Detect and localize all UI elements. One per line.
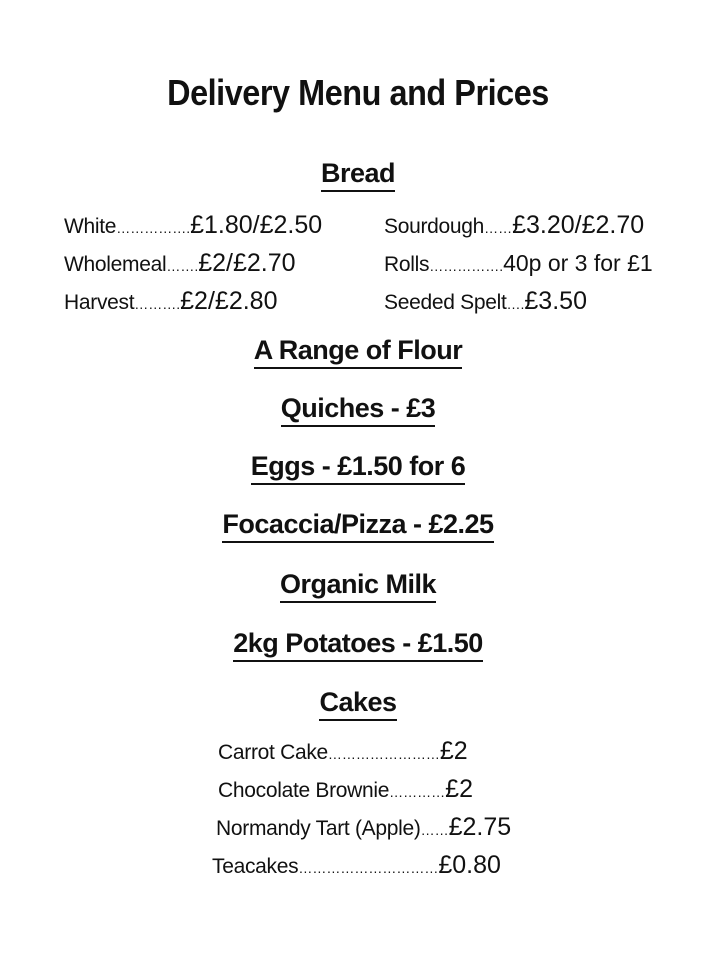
bread-list-right [384,208,653,322]
leader-dots: …………………… [327,746,440,762]
eggs-heading-text: Eggs - £1.50 for 6 [251,451,466,485]
flour-heading [0,335,716,369]
leader-dots: ………………………… [298,860,439,876]
bread-item-wholemeal [64,246,322,284]
item-name: Seeded Spelt [384,291,507,314]
item-name: White [64,215,117,238]
milk-heading-text: Organic Milk [280,569,436,603]
page-title: Delivery Menu and Prices [167,72,549,113]
milk-heading [0,569,716,603]
potatoes-heading [0,628,716,662]
bread-heading-text: Bread [321,158,395,192]
leader-dots: ………… [389,784,446,800]
cakes-list [210,734,511,886]
cake-item-normandy-tart [210,810,511,848]
leader-dots: ……………. [116,220,191,236]
item-price: £2 [439,737,468,765]
quiches-heading [0,393,716,427]
eggs-heading [0,451,716,485]
bread-item-harvest [64,284,322,322]
potatoes-heading-text: 2kg Potatoes - £1.50 [233,628,483,662]
item-price: £3.20/£2.70 [512,211,645,239]
leader-dots: …… [420,822,449,838]
item-name: Chocolate Brownie [218,779,390,802]
item-name: Teacakes [212,855,299,878]
item-name: Carrot Cake [218,741,328,764]
item-name: Rolls [384,253,430,276]
item-price: £2/£2.70 [198,249,296,277]
focaccia-heading-text: Focaccia/Pizza - £2.25 [222,509,493,543]
item-price: £0.80 [438,851,501,879]
bread-item-rolls [384,246,653,284]
bread-heading [0,158,716,192]
cakes-heading-text: Cakes [319,687,396,721]
leader-dots: ……………. [429,258,504,274]
item-name: Harvest [64,291,135,314]
flour-heading-text: A Range of Flour [254,335,463,369]
bread-item-white [64,208,322,246]
quiches-heading-text: Quiches - £3 [281,393,436,427]
item-price: £1.80/£2.50 [190,211,323,239]
item-price: £2 [445,775,473,803]
cake-item-teacakes [210,848,511,886]
bread-list-left [64,208,322,322]
item-name: Normandy Tart (Apple) [216,817,421,840]
item-name: Sourdough [384,215,485,238]
leader-dots: …… [484,220,513,236]
bread-item-seeded-spelt [384,284,653,322]
focaccia-heading [0,509,716,543]
leader-dots: …. [506,296,525,312]
item-price: £2/£2.80 [180,287,278,315]
item-price: £2.75 [448,813,512,841]
leader-dots: ……. [166,258,199,274]
cakes-heading [0,687,716,721]
item-price: £3.50 [524,287,587,315]
bread-item-sourdough [384,208,653,246]
item-price: 40p or 3 for £1 [503,250,653,276]
cake-item-chocolate-brownie [210,772,511,810]
item-name: Wholemeal [64,253,167,276]
cake-item-carrot-cake [210,734,511,772]
leader-dots: ………. [134,296,181,312]
